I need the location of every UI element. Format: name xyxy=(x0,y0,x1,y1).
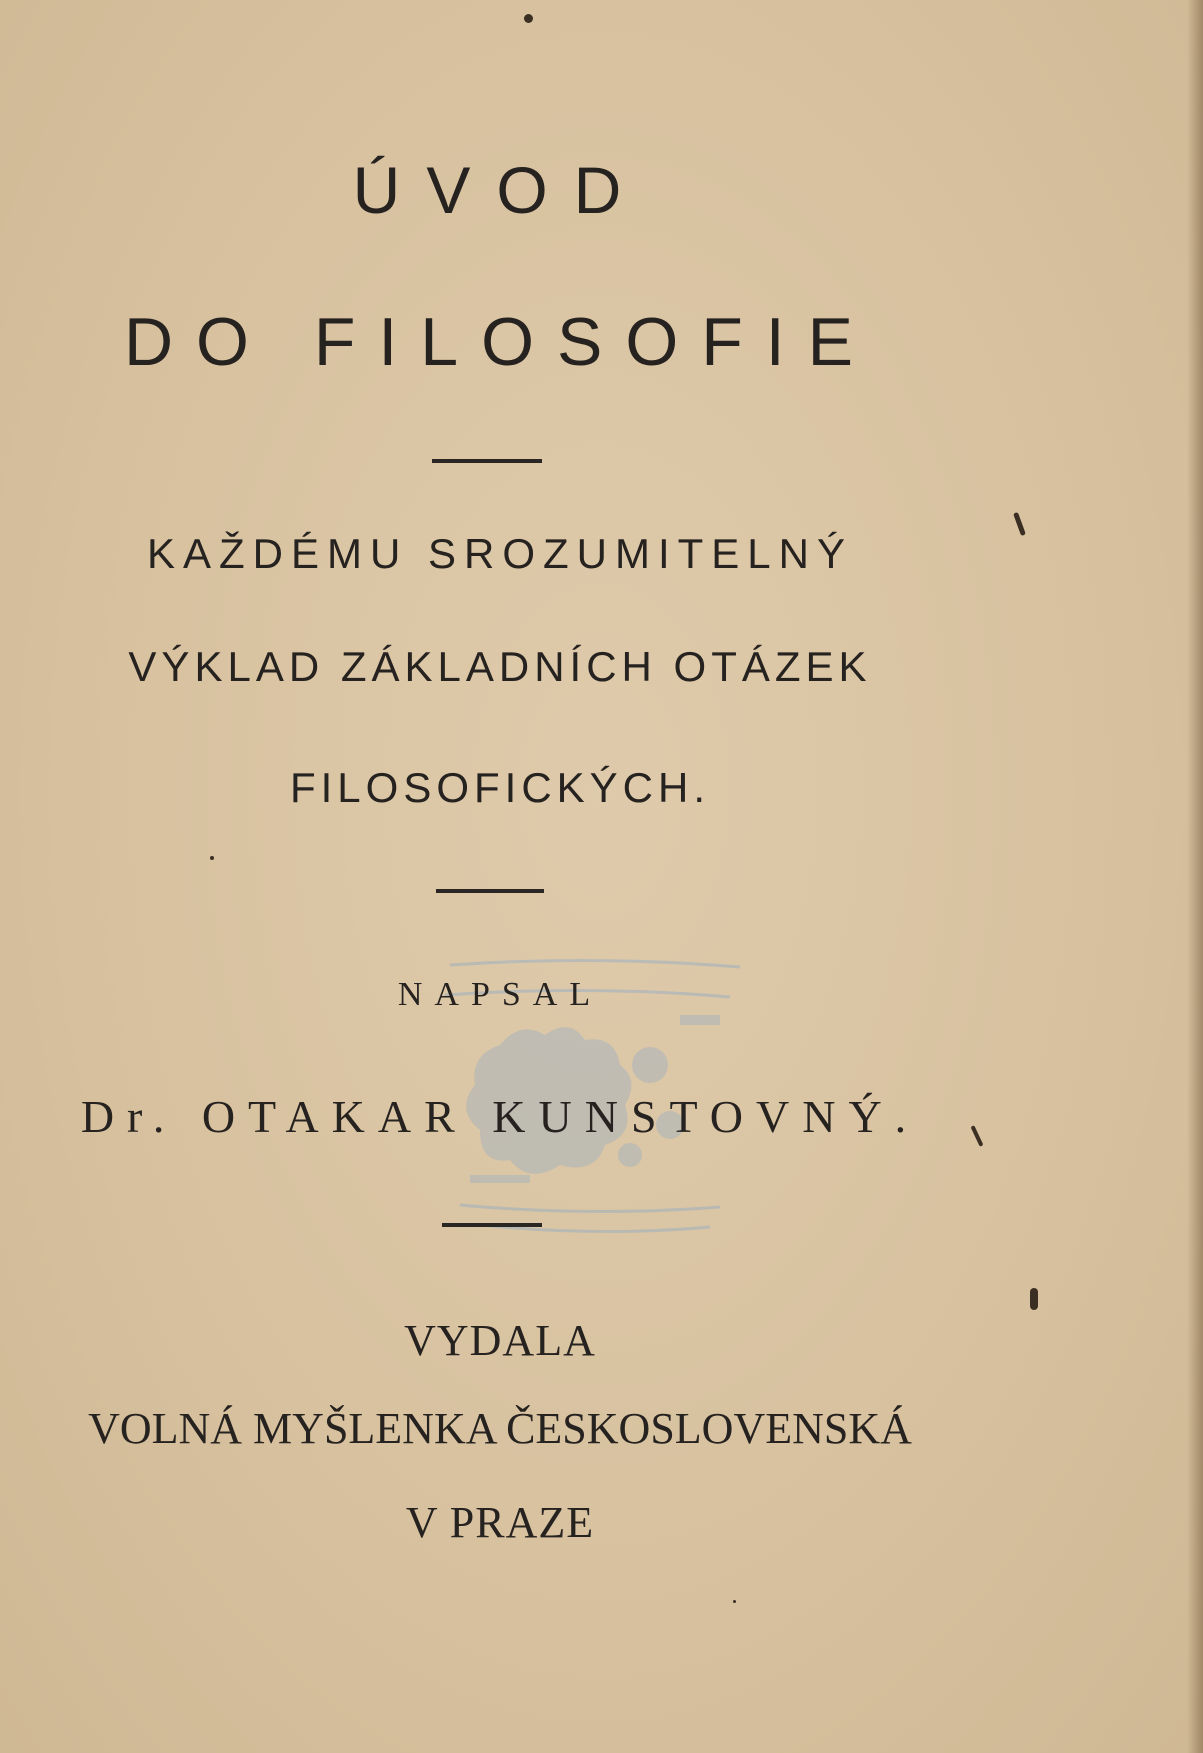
page-edge-shadow xyxy=(1187,0,1203,1753)
author-name: Dr. OTAKAR KUNSTOVNÝ. xyxy=(80,1091,920,1142)
publisher-prefix: VYDALA xyxy=(404,1316,596,1365)
author-prefix: NAPSAL xyxy=(397,976,603,1013)
paper-speck xyxy=(210,856,214,860)
publication-city: V PRAZE xyxy=(405,1498,595,1547)
subtitle-line-2: VÝKLAD ZÁKLADNÍCH OTÁZEK xyxy=(128,643,872,690)
divider-rule xyxy=(432,459,542,463)
paper-speck xyxy=(1030,1288,1038,1310)
divider-rule xyxy=(436,889,544,893)
title-heading-1: ÚVOD xyxy=(352,153,648,227)
paper-speck xyxy=(733,1600,736,1603)
subtitle-line-3: FILOSOFICKÝCH. xyxy=(289,764,711,811)
paper-speck xyxy=(524,14,533,23)
paper-speck xyxy=(1013,512,1026,536)
publisher-name: VOLNÁ MYŠLENKA ČESKOSLOVENSKÁ xyxy=(88,1404,912,1453)
divider-rule xyxy=(442,1223,542,1227)
subtitle-line-1: KAŽDÉMU SROZUMITELNÝ xyxy=(146,530,854,577)
title-heading-2: DO FILOSOFIE xyxy=(123,304,877,380)
